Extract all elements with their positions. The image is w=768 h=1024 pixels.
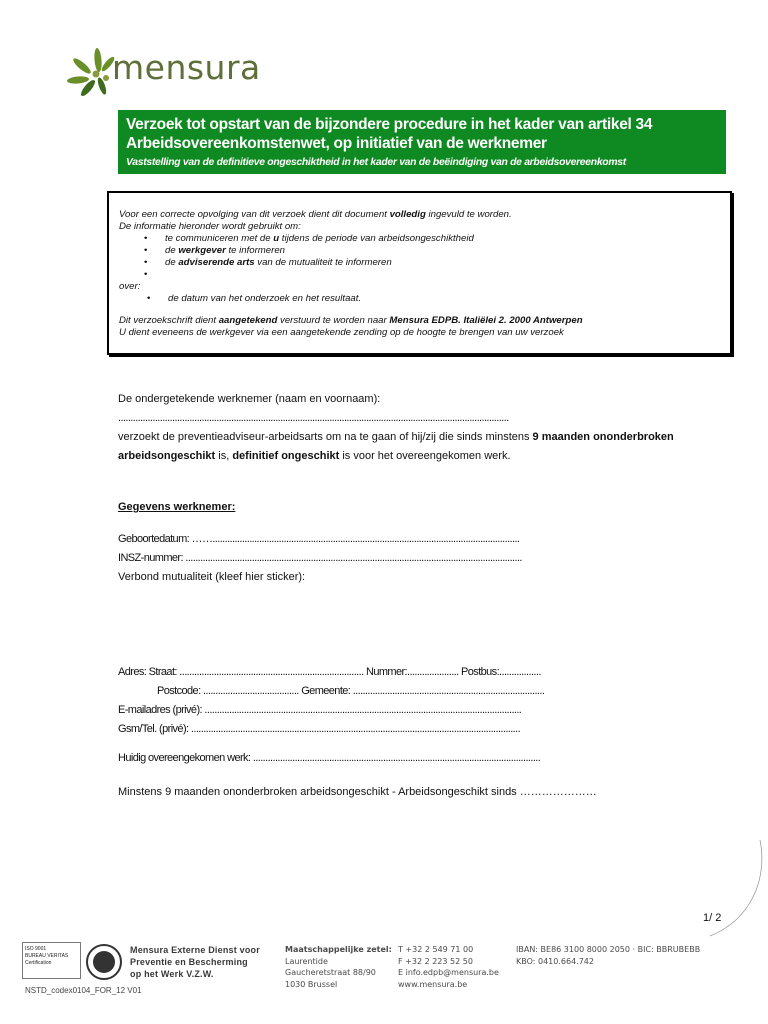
phone-field[interactable]: Gsm/Tel. (privé): ......................................................................................................................................	[118, 723, 521, 735]
list-item: • de datum van het onderzoek en het resultaat.	[119, 293, 720, 305]
request-text-line1: verzoekt de preventieadviseur-arbeidsarts om na te gaan of hij/zij die sinds minstens 9 maanden ononderbroken	[118, 431, 674, 443]
instructions-box	[107, 191, 732, 355]
form-title-line1: Verzoek tot opstart van de bijzondere procedure in het kader van artikel 34	[126, 116, 653, 133]
certification-text: ISO 9001 BUREAU VERITAS Certification	[25, 946, 69, 966]
bullet-icon: •	[144, 257, 148, 268]
instructions-over: over:	[119, 281, 141, 292]
list-item: • te communiceren met de u tijdens de periode van arbeidsongeschiktheid	[119, 233, 720, 245]
footer-curve-decoration	[560, 840, 768, 950]
name-field[interactable]: ...............................................................................................................................................................	[118, 412, 509, 424]
address-postcode-field[interactable]: Postcode: ....................................... Gemeente: ..............................................................................	[157, 685, 545, 697]
bullet-icon: •	[144, 269, 148, 280]
bullet-icon: •	[144, 233, 148, 244]
form-subtitle: Vaststelling van de definitieve ongeschiktheid in het kader van de beëindiging van de arbeidsovereenkomst	[126, 157, 626, 168]
current-work-field[interactable]: Huidig overeengekomen werk: .....................................................................................................................	[118, 752, 541, 764]
form-body	[118, 390, 678, 802]
insz-field[interactable]: INSZ-nummer: .........................................................................................................................................	[118, 552, 522, 564]
section-title-employee-data: Gegevens werknemer:	[118, 501, 236, 513]
request-text-line2: arbeidsongeschikt is, definitief ongeschikt is voor het overeengekomen werk.	[118, 450, 511, 462]
list-item: • de werkgever te informeren	[119, 245, 720, 257]
employer-note: U dient eveneens de werkgever via een aangetekende zending op de hoogte te brengen van uw verzoek	[119, 327, 564, 338]
incapacity-since-field[interactable]: Minstens 9 maanden ononderbroken arbeidsongeschikt - Arbeidsongeschikt sinds …………………	[118, 786, 597, 798]
page-number: 1/ 2	[703, 912, 722, 924]
form-header	[118, 110, 726, 174]
document-reference: NSTD_codex0104_FOR_12 V01	[25, 986, 142, 995]
form-title-line2: Arbeidsovereenkomstenwet, op initiatief van de werknemer	[126, 135, 547, 152]
list-item: • de adviserende arts van de mutualiteit te informeren	[119, 257, 720, 269]
footer-website-link[interactable]: www.mensura.be	[398, 979, 468, 989]
address-street-field[interactable]: Adres: Straat: ........................................................................... Nummer:..................... Postbus:.................	[118, 666, 541, 678]
footer-contact: T +32 2 549 71 00 F +32 2 223 52 50 E info.edpb@mensura.be www.mensura.be	[398, 945, 499, 989]
footer-bank-details: IBAN: BE86 3100 8000 2050 · BIC: BBRUBEBB KBO: 0410.664.742	[516, 945, 701, 966]
footer-address: Maatschappelijke zetel: Laurentide Gaucheretstraat 88/90 1030 Brussel	[285, 945, 392, 989]
footer-organisation: Mensura Externe Dienst voor Preventie en Bescherming op het Werk V.Z.W.	[130, 945, 260, 979]
email-field[interactable]: E-mailadres (privé): .................................................................................................................................	[118, 704, 522, 716]
undersigned-label: De ondergetekende werknemer (naam en voornaam):	[118, 393, 381, 405]
mutuality-sticker-area[interactable]: Verbond mutualiteit (kleef hier sticker):	[118, 571, 306, 583]
logo-wordmark: mensura	[112, 48, 261, 87]
bullet-icon: •	[144, 245, 148, 256]
birthdate-field[interactable]: Geboortedatum: …….............................................................................................................................	[118, 533, 520, 545]
footer-email-link[interactable]: E info.edpb@mensura.be	[398, 968, 499, 978]
bullet-icon: •	[147, 293, 151, 304]
instructions-used-for: De informatie hieronder wordt gebruikt om:	[119, 221, 301, 232]
instructions-intro: Voor een correcte opvolging van dit verzoek dient dit document volledig ingevuld te worden.	[119, 209, 512, 220]
send-instructions: Dit verzoekschrift dient aangetekend verstuurd te worden naar Mensura EDPB. Italiëlei 2. 2000 Antwerpen	[119, 315, 583, 326]
list-item-empty	[119, 269, 720, 281]
